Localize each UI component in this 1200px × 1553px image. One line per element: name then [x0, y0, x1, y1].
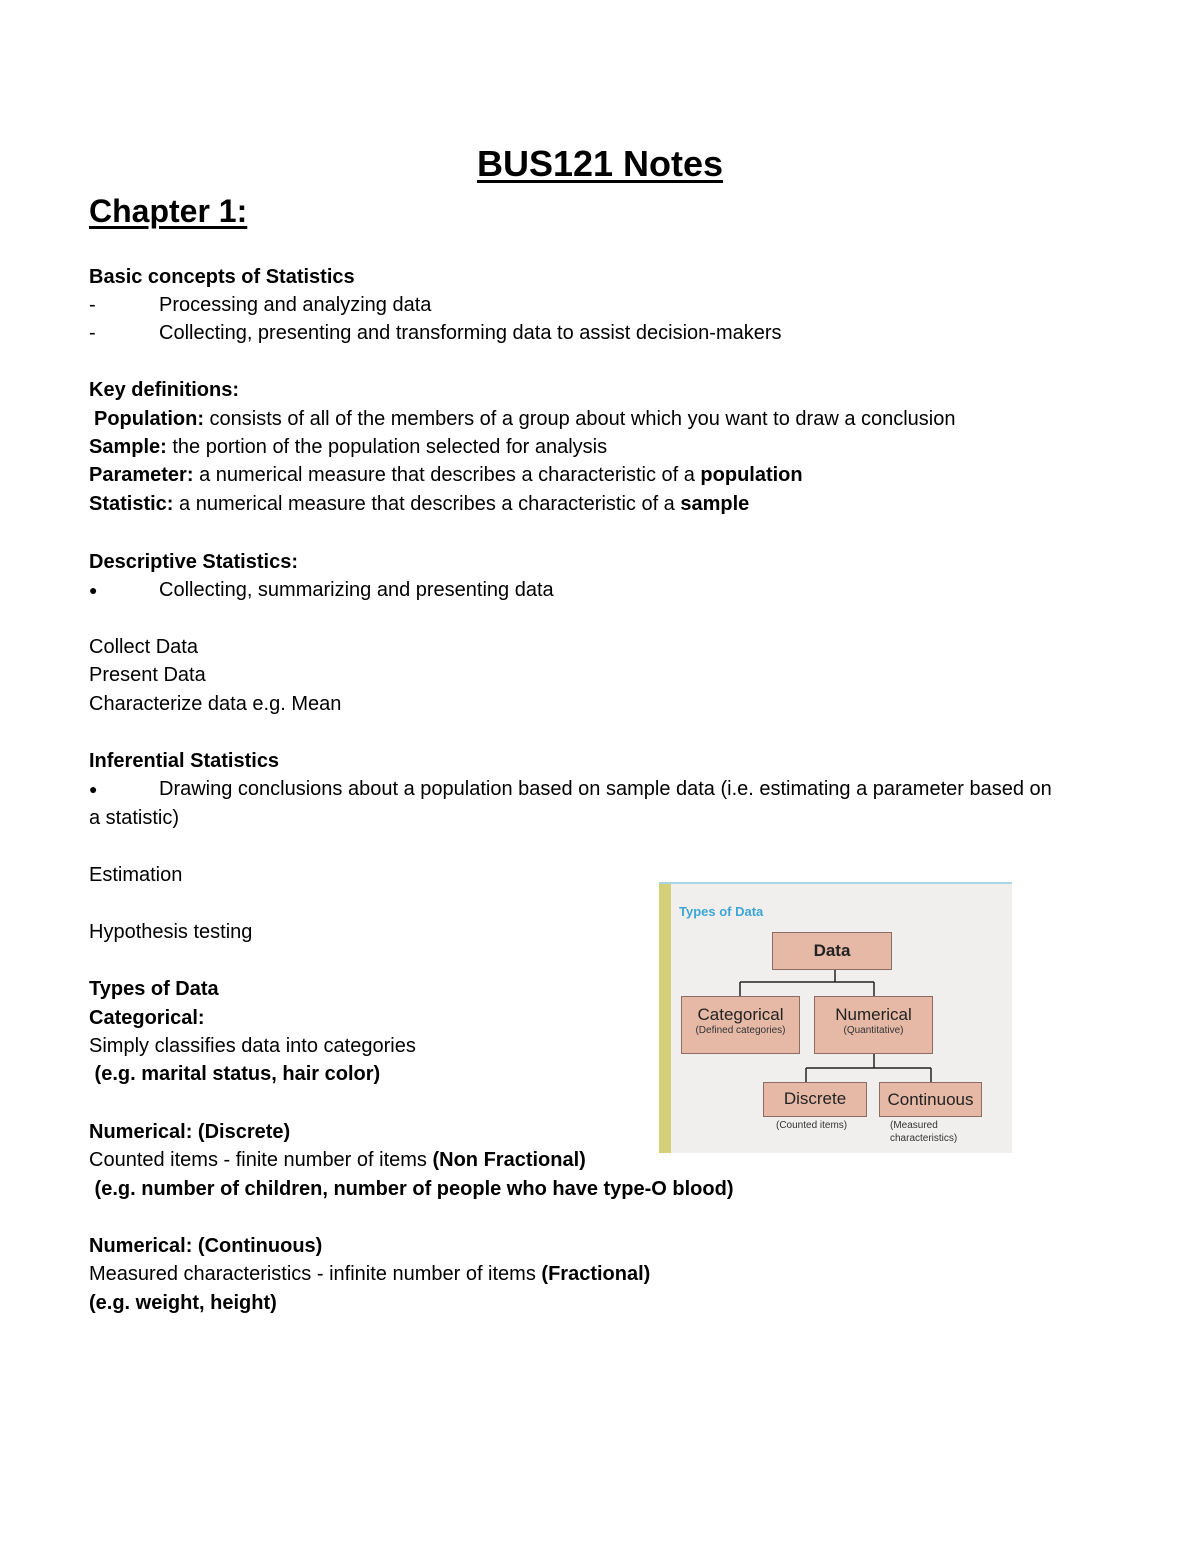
bullet-item-text: Drawing conclusions about a population based on sample data (i.e. estimating a parameter based on — [159, 778, 1052, 800]
figure-title: Types of Data — [679, 904, 764, 919]
document-title: BUS121 Notes — [476, 143, 724, 184]
bullet-marker: ● — [89, 582, 98, 598]
continuous-text: Measured characteristics - infinite number of items — [89, 1263, 542, 1285]
discrete-text: Counted items - finite number of items — [89, 1149, 433, 1171]
continuous-description — [89, 1262, 650, 1286]
key-definitions-heading: Key definitions: — [89, 379, 240, 401]
inferential-statistics-heading: Inferential Statistics — [89, 750, 280, 772]
definition-emphasis: sample — [680, 493, 750, 515]
data-root-box — [772, 932, 892, 970]
types-of-data-heading: Types of Data — [89, 978, 219, 1000]
inferential-bullet-item-continued: a statistic) — [89, 807, 180, 829]
discrete-heading: Numerical: (Discrete) — [89, 1121, 291, 1143]
discrete-sublabel: (Counted items) — [776, 1120, 848, 1131]
discrete-box — [763, 1082, 867, 1117]
definition-term: Population: — [94, 408, 204, 430]
basic-concepts-item-text: Collecting, presenting and transforming data to assist decision-makers — [159, 322, 782, 344]
chapter-heading: Chapter 1: — [89, 193, 248, 229]
categorical-sublabel: (Defined categories) — [695, 1025, 786, 1036]
descriptive-step: Collect Data — [89, 636, 198, 658]
discrete-label: Discrete — [783, 1089, 847, 1108]
definition-text: a numerical measure that describes a characteristic of a — [173, 493, 681, 515]
continuous-sublabel: characteristics) — [890, 1133, 958, 1144]
dash-marker: - — [89, 294, 96, 316]
types-of-data-figure — [659, 882, 1012, 1153]
definition-emphasis: population — [700, 464, 803, 486]
basic-concepts-heading: Basic concepts of Statistics — [89, 266, 355, 288]
categorical-box — [681, 996, 800, 1054]
descriptive-step: Characterize data e.g. Mean — [89, 693, 342, 715]
inferential-step: Estimation — [89, 864, 183, 886]
definition-parameter — [89, 463, 803, 487]
inferential-step: Hypothesis testing — [89, 921, 253, 943]
definition-text: the portion of the population selected for analysis — [166, 436, 608, 458]
definition-term: Parameter: — [89, 464, 194, 486]
discrete-description — [89, 1148, 586, 1172]
bullet-item-text: Collecting, summarizing and presenting data — [159, 579, 554, 601]
descriptive-statistics-heading: Descriptive Statistics: — [89, 551, 298, 573]
categorical-heading: Categorical: — [89, 1007, 205, 1029]
definition-sample — [89, 435, 607, 459]
definition-term: Sample: — [89, 436, 167, 458]
definition-term: Statistic: — [89, 493, 174, 515]
definition-text: a numerical measure that describes a characteristic of a — [193, 464, 701, 486]
categorical-text: Simply classifies data into categories — [89, 1035, 416, 1057]
data-root-label: Data — [813, 941, 851, 960]
categorical-example: (e.g. marital status, hair color) — [89, 1063, 381, 1085]
continuous-heading: Numerical: (Continuous) — [89, 1235, 323, 1257]
numerical-label: Numerical — [835, 1005, 912, 1024]
dash-marker: - — [89, 322, 96, 344]
continuous-label: Continuous — [887, 1090, 974, 1109]
continuous-sublabel: (Measured — [890, 1120, 938, 1131]
bullet-marker: ● — [89, 781, 98, 797]
numerical-box — [814, 996, 933, 1054]
discrete-example: (e.g. number of children, number of people who have type-O blood) — [89, 1178, 734, 1200]
continuous-emphasis: (Fractional) — [541, 1263, 651, 1285]
descriptive-step: Present Data — [89, 664, 206, 686]
continuous-box — [879, 1082, 982, 1117]
definition-population — [94, 407, 956, 431]
categorical-label: Categorical — [697, 1005, 784, 1024]
discrete-emphasis: (Non Fractional) — [432, 1149, 586, 1171]
basic-concepts-item-text: Processing and analyzing data — [159, 294, 432, 316]
definition-statistic — [89, 492, 749, 516]
continuous-example: (e.g. weight, height) — [89, 1292, 277, 1314]
definition-text: consists of all of the members of a group about which you want to draw a conclusion — [203, 408, 956, 430]
numerical-sublabel: (Quantitative) — [843, 1025, 904, 1036]
